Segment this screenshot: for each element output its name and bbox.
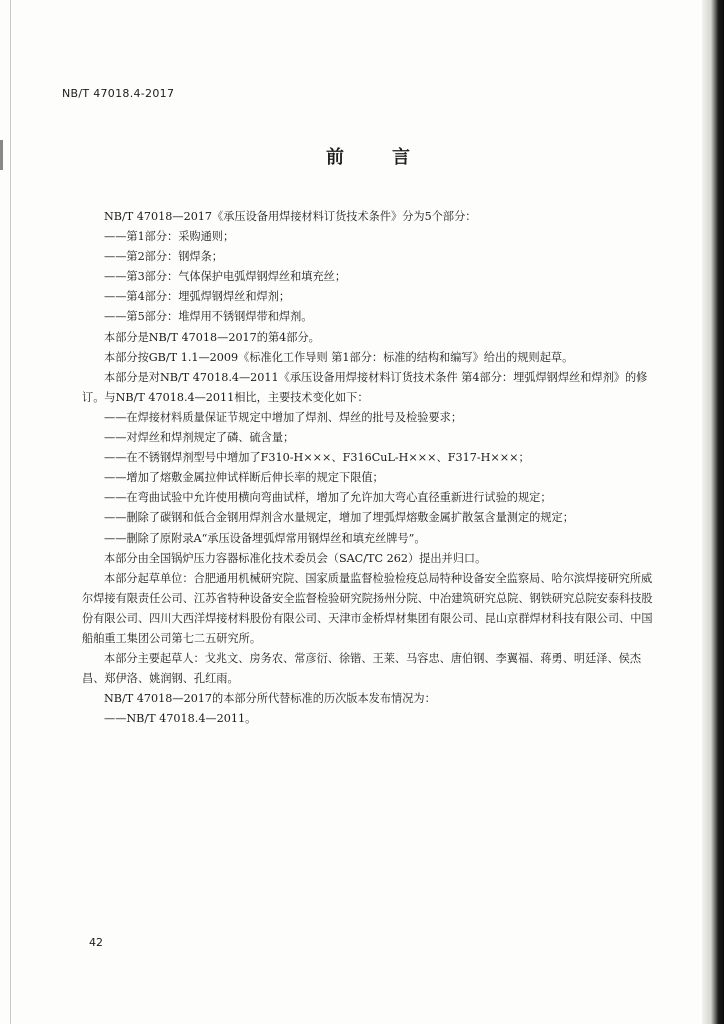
- list-item-change-3: ——在不锈钢焊剂型号中增加了F310-H×××、F316CuL-H×××、F317-H×××；: [104, 451, 530, 465]
- list-item-history-1: ——NB/T 47018.4—2011。: [104, 712, 257, 726]
- list-item-part-1: ——第1部分：采购通则；: [104, 230, 235, 244]
- list-item-part-4: ——第4部分：埋弧焊钢焊丝和焊剂；: [104, 290, 291, 304]
- paragraph-intro: NB/T 47018—2017《承压设备用焊接材料订货技术条件》分为5个部分：: [104, 210, 477, 223]
- foreword-body: [82, 207, 660, 729]
- paragraph-drafting-units: 本部分起草单位：合肥通用机械研究院、国家质量监督检验检疫总局特种设备安全监察局、哈尔滨焊接研究所威尔焊接有限责任公司、江苏省特种设备安全监督检验研究院扬州分院、中冶建筑研究总院、钢铁研究总院安泰科技股份有限公司、四川大西洋焊接材料股份有限公司、天津市金桥焊材集团有限公司、昆山京群焊材科技有限公司、中国船舶重工集团公司第七二五研究所。: [82, 571, 653, 645]
- paragraph-drafting-rules: 本部分按GB/T 1.1—2009《标准化工作导则 第1部分：标准的结构和编写》给出的规则起草。: [104, 350, 574, 364]
- paragraph-proposer: 本部分由全国锅炉压力容器标准化技术委员会（SAC/TC 262）提出并归口。: [104, 551, 487, 565]
- list-item-part-5: ——第5部分：堆焊用不锈钢焊带和焊剂。: [104, 310, 313, 324]
- list-item-change-4: ——增加了熔敷金属拉伸试样断后伸长率的规定下限值；: [104, 471, 384, 485]
- paragraph-drafters: 本部分主要起草人：戈兆文、房务农、常彦衍、徐锴、王莱、马容忠、唐伯钢、李翼福、蒋勇、明廷泽、侯杰昌、郑伊洛、姚润钢、孔红雨。: [82, 652, 642, 686]
- list-item-part-3: ——第3部分：气体保护电弧焊钢焊丝和填充丝；: [104, 270, 347, 284]
- list-item-part-2: ——第2部分：钢焊条；: [104, 250, 223, 264]
- list-item-change-1: ——在焊接材料质量保证节规定中增加了焊剂、焊丝的批号及检验要求；: [104, 410, 463, 424]
- paragraph-revision: 本部分是对NB/T 47018.4—2011《承压设备用焊接材料订货技术条件 第4部分：埋弧焊钢焊丝和焊剂》的修订。与NB/T 47018.4—2011相比，主要技术变化如下：: [82, 370, 648, 404]
- list-item-change-7: ——删除了原附录A“承压设备埋弧焊常用钢焊丝和填充丝牌号”。: [104, 531, 426, 545]
- paragraph-part-statement: 本部分是NB/T 47018—2017的第4部分。: [104, 330, 320, 344]
- document-code: NB/T 47018.4-2017: [62, 87, 175, 100]
- list-item-change-5: ——在弯曲试验中允许使用横向弯曲试样，增加了允许加大弯心直径重新进行试验的规定；: [104, 491, 552, 505]
- list-item-change-6: ——删除了碳钢和低合金钢用焊剂含水量规定，增加了埋弧焊熔敷金属扩散氢含量测定的规定；: [104, 511, 574, 525]
- page-number: 42: [89, 936, 103, 949]
- paragraph-history: NB/T 47018—2017的本部分所代替标准的历次版本发布情况为：: [104, 692, 436, 706]
- list-item-change-2: ——对焊丝和焊剂规定了磷、硫含量；: [104, 431, 295, 445]
- page-title: 前言: [326, 147, 458, 168]
